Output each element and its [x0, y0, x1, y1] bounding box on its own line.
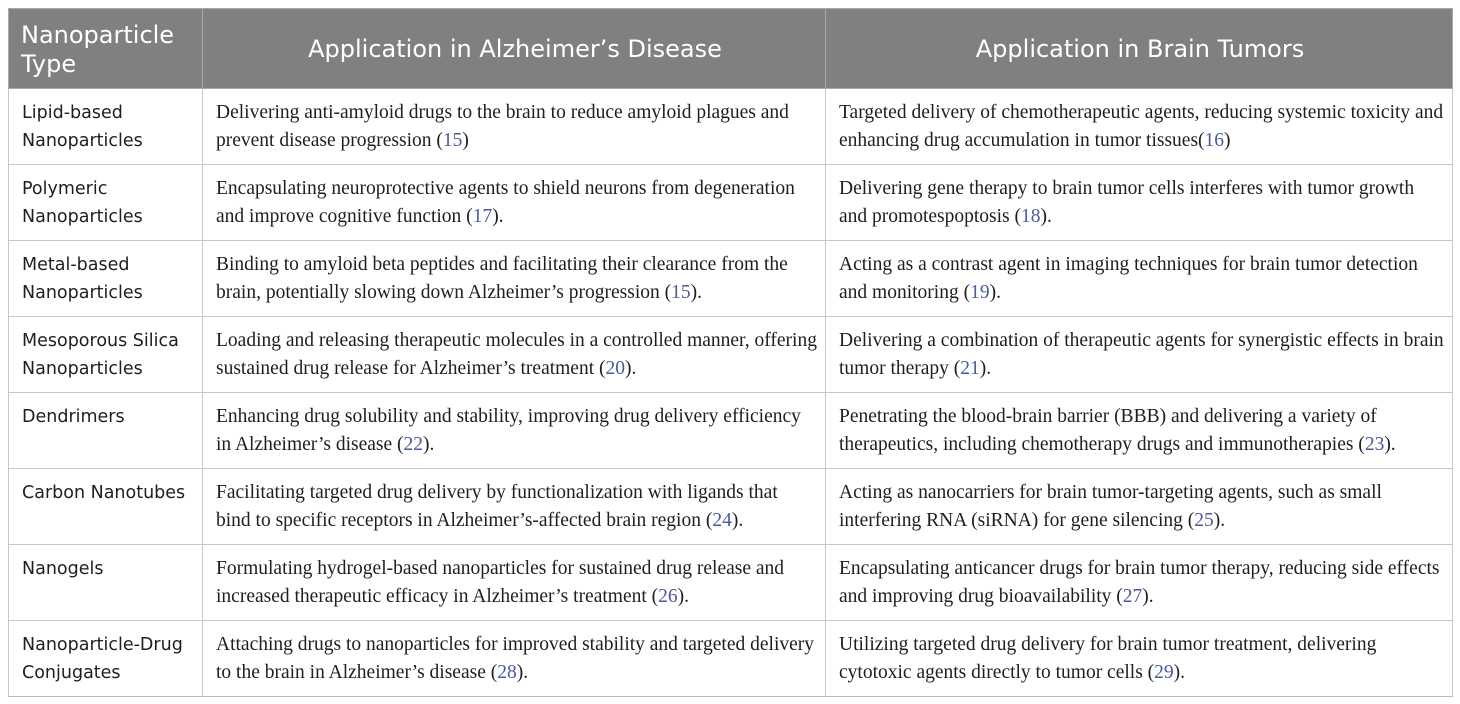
alzheimers-application-cell	[203, 317, 826, 393]
header-row	[9, 9, 1453, 89]
cell-text: Encapsulating neuroprotective agents to shield neurons from degeneration and improve cognitive function (	[216, 178, 795, 227]
cell-text: Delivering anti-amyloid drugs to the brain to reduce amyloid plagues and prevent disease progression (	[216, 102, 789, 151]
cell-text: Binding to amyloid beta peptides and facilitating their clearance from the brain, potentially slowing down Alzheimer’s progression (	[216, 254, 788, 303]
brain-tumor-application-cell	[826, 89, 1453, 165]
cell-text: Enhancing drug solubility and stability, improving drug delivery efficiency in Alzheimer’s disease (	[216, 406, 801, 455]
cell-text: Facilitating targeted drug delivery by functionalization with ligands that bind to specific receptors in Alzheimer’s-affected brain region (	[216, 482, 778, 531]
nanoparticle-type-cell: Nanoparticle-Drug Conjugates	[9, 621, 203, 697]
nanoparticle-type-cell: Lipid-based Nanoparticles	[9, 89, 203, 165]
cell-text: Penetrating the blood-brain barrier (BBB) and delivering a variety of therapeutics, including chemotherapy drugs and immunotherapies (	[839, 406, 1377, 455]
table-body	[9, 89, 1453, 697]
reference-link[interactable]: 27	[1122, 586, 1143, 607]
cell-text-tail: ).	[516, 662, 529, 683]
reference-link[interactable]: 16	[1204, 130, 1225, 151]
table-row	[9, 469, 1453, 545]
reference-link[interactable]: 21	[960, 358, 980, 379]
brain-tumor-application-cell	[826, 241, 1453, 317]
table-row	[9, 545, 1453, 621]
reference-link[interactable]: 19	[970, 282, 990, 303]
cell-text: Acting as nanocarriers for brain tumor-targeting agents, such as small interfering RNA (siRNA) for gene silencing (	[839, 482, 1382, 531]
brain-tumor-application-cell	[826, 469, 1453, 545]
cell-text: Formulating hydrogel-based nanoparticles for sustained drug release and increased therapeutic efficacy in Alzheimer’s treatment (	[216, 558, 785, 607]
header-nanoparticle-type: Nanoparticle Type	[9, 9, 203, 89]
brain-tumor-application-cell	[826, 165, 1453, 241]
reference-link[interactable]: 25	[1194, 510, 1214, 531]
cell-text-tail: ).	[1142, 586, 1154, 607]
reference-link[interactable]: 29	[1154, 662, 1174, 683]
alzheimers-application-cell	[203, 165, 826, 241]
cell-text: Acting as a contrast agent in imaging techniques for brain tumor detection and monitoring (	[839, 254, 1418, 303]
nanoparticle-type-cell: Polymeric Nanoparticles	[9, 165, 203, 241]
reference-link[interactable]: 22	[403, 434, 424, 455]
cell-text: Delivering gene therapy to brain tumor cells interferes with tumor growth and promotespoptosis (	[839, 178, 1415, 227]
nanoparticle-type-cell: Metal-based Nanoparticles	[9, 241, 203, 317]
cell-text: Encapsulating anticancer drugs for brain tumor therapy, reducing side effects and improving drug bioavailability (	[839, 558, 1440, 607]
cell-text-tail: ).	[1384, 434, 1396, 455]
cell-text-tail: ).	[625, 358, 637, 379]
alzheimers-application-cell	[203, 469, 826, 545]
cell-text-tail: )	[462, 130, 469, 151]
cell-text-tail: ).	[1173, 662, 1186, 683]
reference-link[interactable]: 17	[472, 206, 493, 227]
brain-tumor-application-cell	[826, 545, 1453, 621]
cell-text: Delivering a combination of therapeutic agents for synergistic effects in brain tumor therapy (	[839, 330, 1444, 379]
nanoparticle-type-cell: Nanogels	[9, 545, 203, 621]
cell-text-tail: )	[1224, 130, 1231, 151]
header-alzheimers: Application in Alzheimer’s Disease	[203, 9, 826, 89]
cell-text-tail: ).	[677, 586, 690, 607]
reference-link[interactable]: 28	[497, 662, 517, 683]
cell-text-tail: ).	[690, 282, 702, 303]
table-header	[9, 9, 1453, 89]
table-row	[9, 241, 1453, 317]
reference-link[interactable]: 20	[605, 358, 625, 379]
brain-tumor-application-cell	[826, 317, 1453, 393]
table-row	[9, 393, 1453, 469]
header-brain-tumors: Application in Brain Tumors	[826, 9, 1453, 89]
cell-text-tail: ).	[423, 434, 435, 455]
nanoparticle-table-container	[8, 8, 1452, 697]
table-row	[9, 621, 1453, 697]
cell-text-tail: ).	[492, 206, 504, 227]
reference-link[interactable]: 24	[712, 510, 732, 531]
table-row	[9, 317, 1453, 393]
cell-text: Utilizing targeted drug delivery for brain tumor treatment, delivering cytotoxic agents directly to tumor cells (	[839, 634, 1377, 683]
cell-text: Loading and releasing therapeutic molecules in a controlled manner, offering sustained drug release for Alzheimer’s treatment (	[216, 330, 817, 379]
alzheimers-application-cell	[203, 545, 826, 621]
nanoparticle-type-cell: Mesoporous Silica Nanoparticles	[9, 317, 203, 393]
brain-tumor-application-cell	[826, 621, 1453, 697]
alzheimers-application-cell	[203, 621, 826, 697]
cell-text: Targeted delivery of chemotherapeutic agents, reducing systemic toxicity and enhancing drug accumulation in tumor tissues(	[839, 102, 1444, 151]
reference-link[interactable]: 15	[442, 130, 463, 151]
cell-text-tail: ).	[1213, 510, 1226, 531]
nanoparticle-type-cell: Carbon Nanotubes	[9, 469, 203, 545]
alzheimers-application-cell	[203, 89, 826, 165]
cell-text: Attaching drugs to nanoparticles for improved stability and targeted delivery to the brain in Alzheimer’s disease (	[216, 634, 815, 683]
cell-text-tail: ).	[1040, 206, 1052, 227]
table-row	[9, 89, 1453, 165]
reference-link[interactable]: 15	[671, 282, 691, 303]
reference-link[interactable]: 23	[1364, 434, 1385, 455]
cell-text-tail: ).	[731, 510, 744, 531]
alzheimers-application-cell	[203, 393, 826, 469]
nanoparticle-type-cell: Dendrimers	[9, 393, 203, 469]
nanoparticle-applications-table	[8, 8, 1453, 697]
brain-tumor-application-cell	[826, 393, 1453, 469]
cell-text-tail: ).	[989, 282, 1001, 303]
alzheimers-application-cell	[203, 241, 826, 317]
reference-link[interactable]: 18	[1020, 206, 1041, 227]
table-row	[9, 165, 1453, 241]
cell-text-tail: ).	[979, 358, 992, 379]
reference-link[interactable]: 26	[658, 586, 678, 607]
